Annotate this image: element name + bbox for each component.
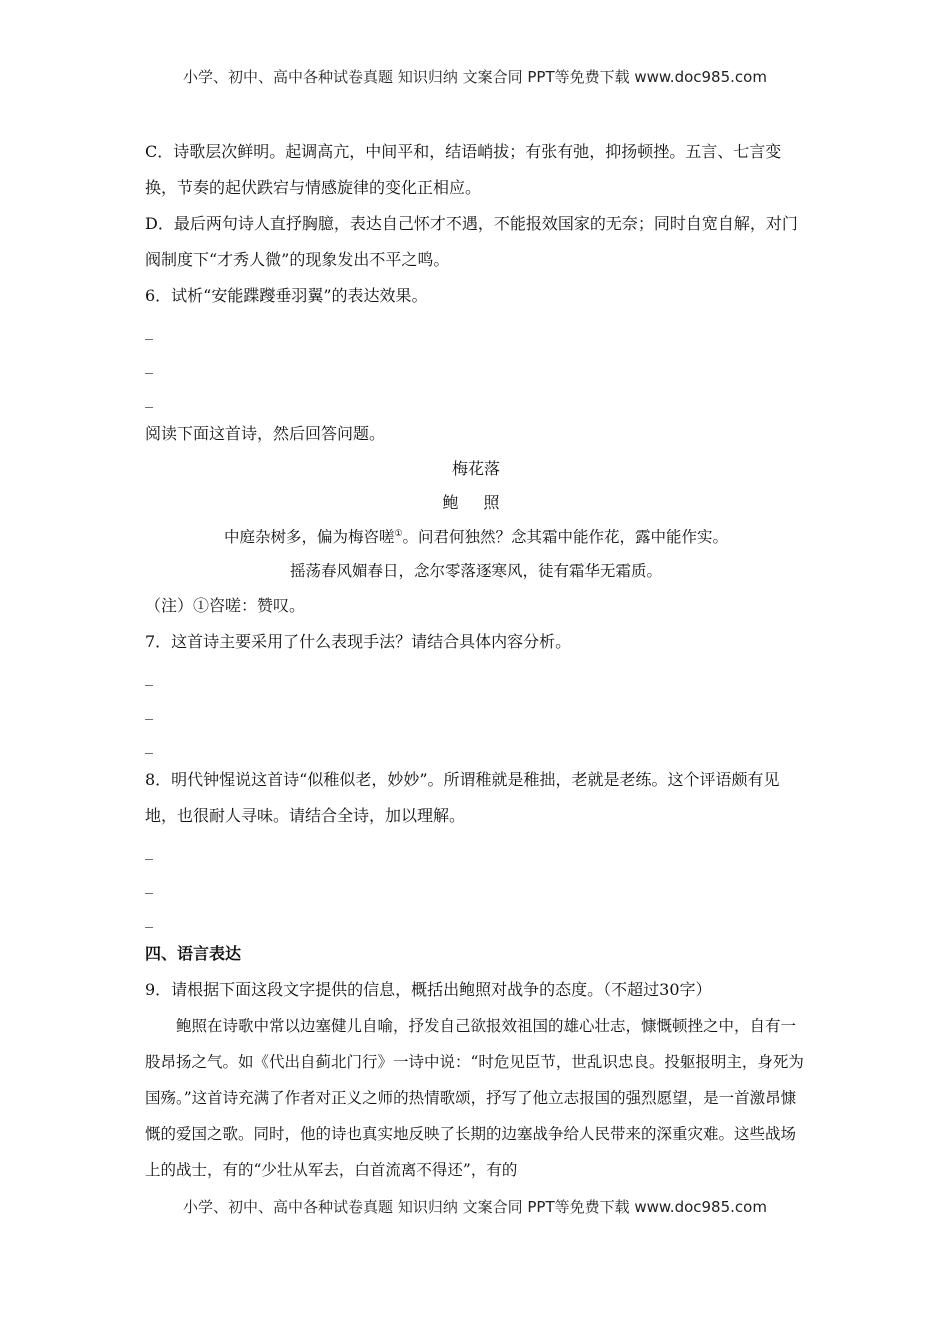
poem-title: 梅花落: [451, 459, 500, 478]
poem-line-2: 摇荡春风媚春日，念尔零落逐寒风，徒有霜华无霜质。: [289, 562, 662, 580]
option-c: C．诗歌层次鲜明。起调高亢，中间平和，结语峭拔；有张有弛，抑扬顿挫。五言、七言变换，节奏的起伏跌宕与情感旋律的变化正相应。: [145, 142, 782, 197]
poem-author: 鲍 照: [442, 493, 510, 512]
poem-line-1-part-a: 中庭杂树多，偏为梅咨嗟: [223, 528, 395, 546]
document-body: [145, 134, 807, 1188]
answer-blank: _: [145, 355, 153, 374]
question-7: 7．这首诗主要采用了什么表现手法？请结合具体内容分析。: [145, 632, 572, 651]
answer-blank: _: [145, 875, 153, 894]
question-9: 9．请根据下面这段文字提供的信息，概括出鲍照对战争的态度。（不超过30字）: [145, 980, 712, 999]
page-header: 小学、初中、高中各种试卷真题 知识归纳 文案合同 PPT等免费下载 www.doc985.com: [183, 68, 767, 86]
answer-blank: _: [145, 909, 153, 928]
option-d: D．最后两句诗人直抒胸臆，表达自己怀才不遇，不能报效国家的无奈；同时自宽自解，对门阀制度下“才秀人微”的现象发出不平之鸣。: [145, 214, 798, 269]
page-footer: 小学、初中、高中各种试卷真题 知识归纳 文案合同 PPT等免费下载 www.doc985.com: [183, 1198, 767, 1216]
poem-line-1: [145, 520, 807, 554]
answer-blank: _: [145, 667, 153, 686]
reading-intro: 阅读下面这首诗，然后回答问题。: [145, 424, 386, 443]
reading-passage: 鲍照在诗歌中常以边塞健儿自喻，抒发自己欲报效祖国的雄心壮志，慷慨顿挫之中，自有一股昂扬之气。如《代出自蓟北门行》一诗中说：“时危见臣节，世乱识忠良。投躯报明主，身死为国殇。”这首诗充满了作者对正义之师的热情歌颂，抒写了他立志报国的强烈愿望，是一首激昂慷慨的爱国之歌。同时，他的诗也真实地反映了长期的边塞战争给人民带来的深重灾难。这些战场上的战士，有的“少壮从军去，白首流离不得还”，有的: [145, 1017, 804, 1179]
question-8: 8．明代钟惺说这首诗“似稚似老，妙妙”。所谓稚就是稚拙，老就是老练。这个评语颇有见地，也很耐人寻味。请结合全诗，加以理解。: [145, 770, 780, 825]
answer-blank: _: [145, 321, 153, 340]
question-6: 6．试析“安能蹀躞垂羽翼”的表达效果。: [145, 286, 428, 305]
footnote-marker: ①: [394, 528, 403, 539]
poem-line-1-part-b: 。问君何独然？念其霜中能作花，露中能作实。: [402, 528, 729, 546]
section-heading: 四、语言表达: [145, 944, 242, 963]
answer-blank: _: [145, 389, 153, 408]
answer-blank: _: [145, 735, 153, 754]
poem-note: （注）①咨嗟：赞叹。: [145, 596, 306, 615]
answer-blank: _: [145, 841, 153, 860]
answer-blank: _: [145, 701, 153, 720]
